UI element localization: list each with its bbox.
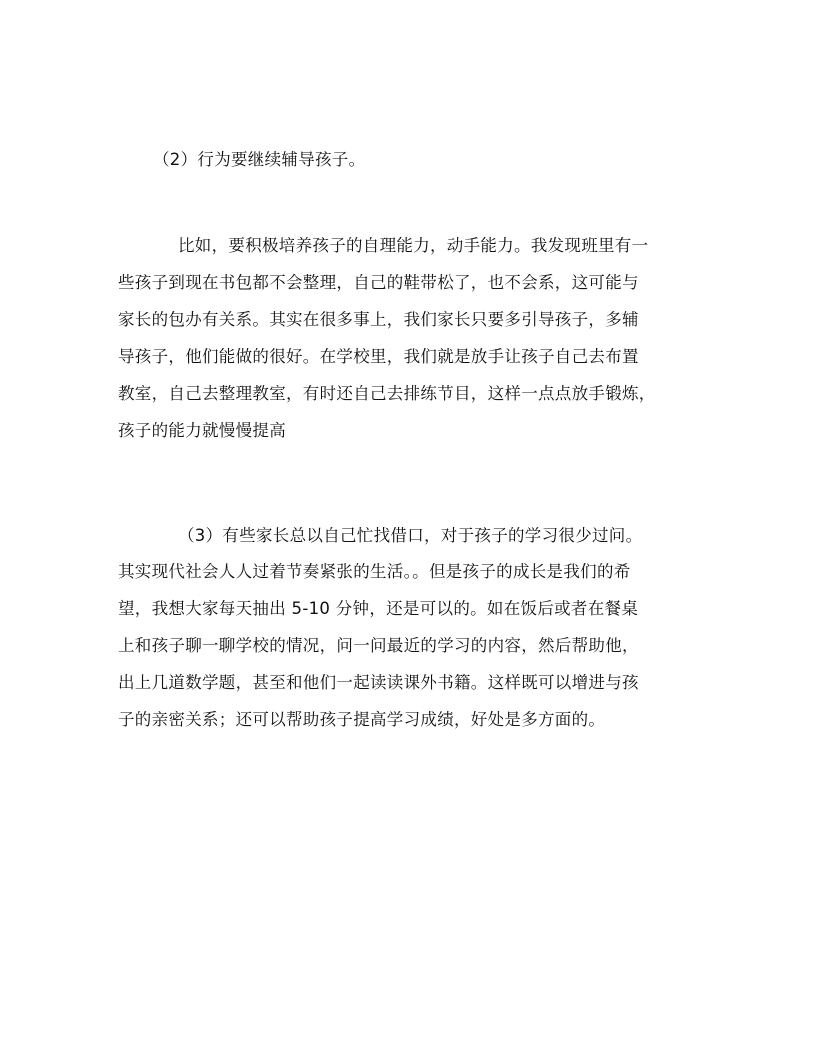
- paragraph-line: 出上几道数学题，甚至和他们一起读读课外书籍。这样既可以增进与孩: [118, 673, 639, 692]
- paragraph-line: 上和孩子聊一聊学校的情况，问一问最近的学习的内容，然后帮助他，: [118, 636, 639, 655]
- paragraph-line: 些孩子到现在书包都不会整理，自己的鞋带松了，也不会系，这可能与: [118, 273, 639, 292]
- paragraph-line: 比如，要积极培养孩子的自理能力，动手能力。我发现班里有一: [178, 236, 649, 255]
- heading-item-2: （2）行为要继续辅导孩子。: [153, 150, 366, 169]
- paragraph-line: 家长的包办有关系。其实在很多事上，我们家长只要多引导孩子，多辅: [118, 310, 639, 329]
- paragraph-line: 导孩子，他们能做的很好。在学校里，我们就是放手让孩子自己去布置: [118, 347, 639, 366]
- paragraph-line: 孩子的能力就慢慢提高: [118, 421, 286, 440]
- paragraph-line: 望，我想大家每天抽出 5-10 分钟，还是可以的。如在饭后或者在餐桌: [118, 599, 639, 618]
- paragraph-line: （3）有些家长总以自己忙找借口，对于孩子的学习很少过问。: [178, 526, 643, 545]
- paragraph-line: 其实现代社会人人过着节奏紧张的生活。。但是孩子的成长是我们的希: [118, 562, 631, 581]
- paragraph-line: 教室，自己去整理教室，有时还自己去排练节目，这样一点点放手锻炼，: [118, 384, 656, 403]
- paragraph-line: 子的亲密关系；还可以帮助孩子提高学习成绩，好处是多方面的。: [118, 710, 606, 729]
